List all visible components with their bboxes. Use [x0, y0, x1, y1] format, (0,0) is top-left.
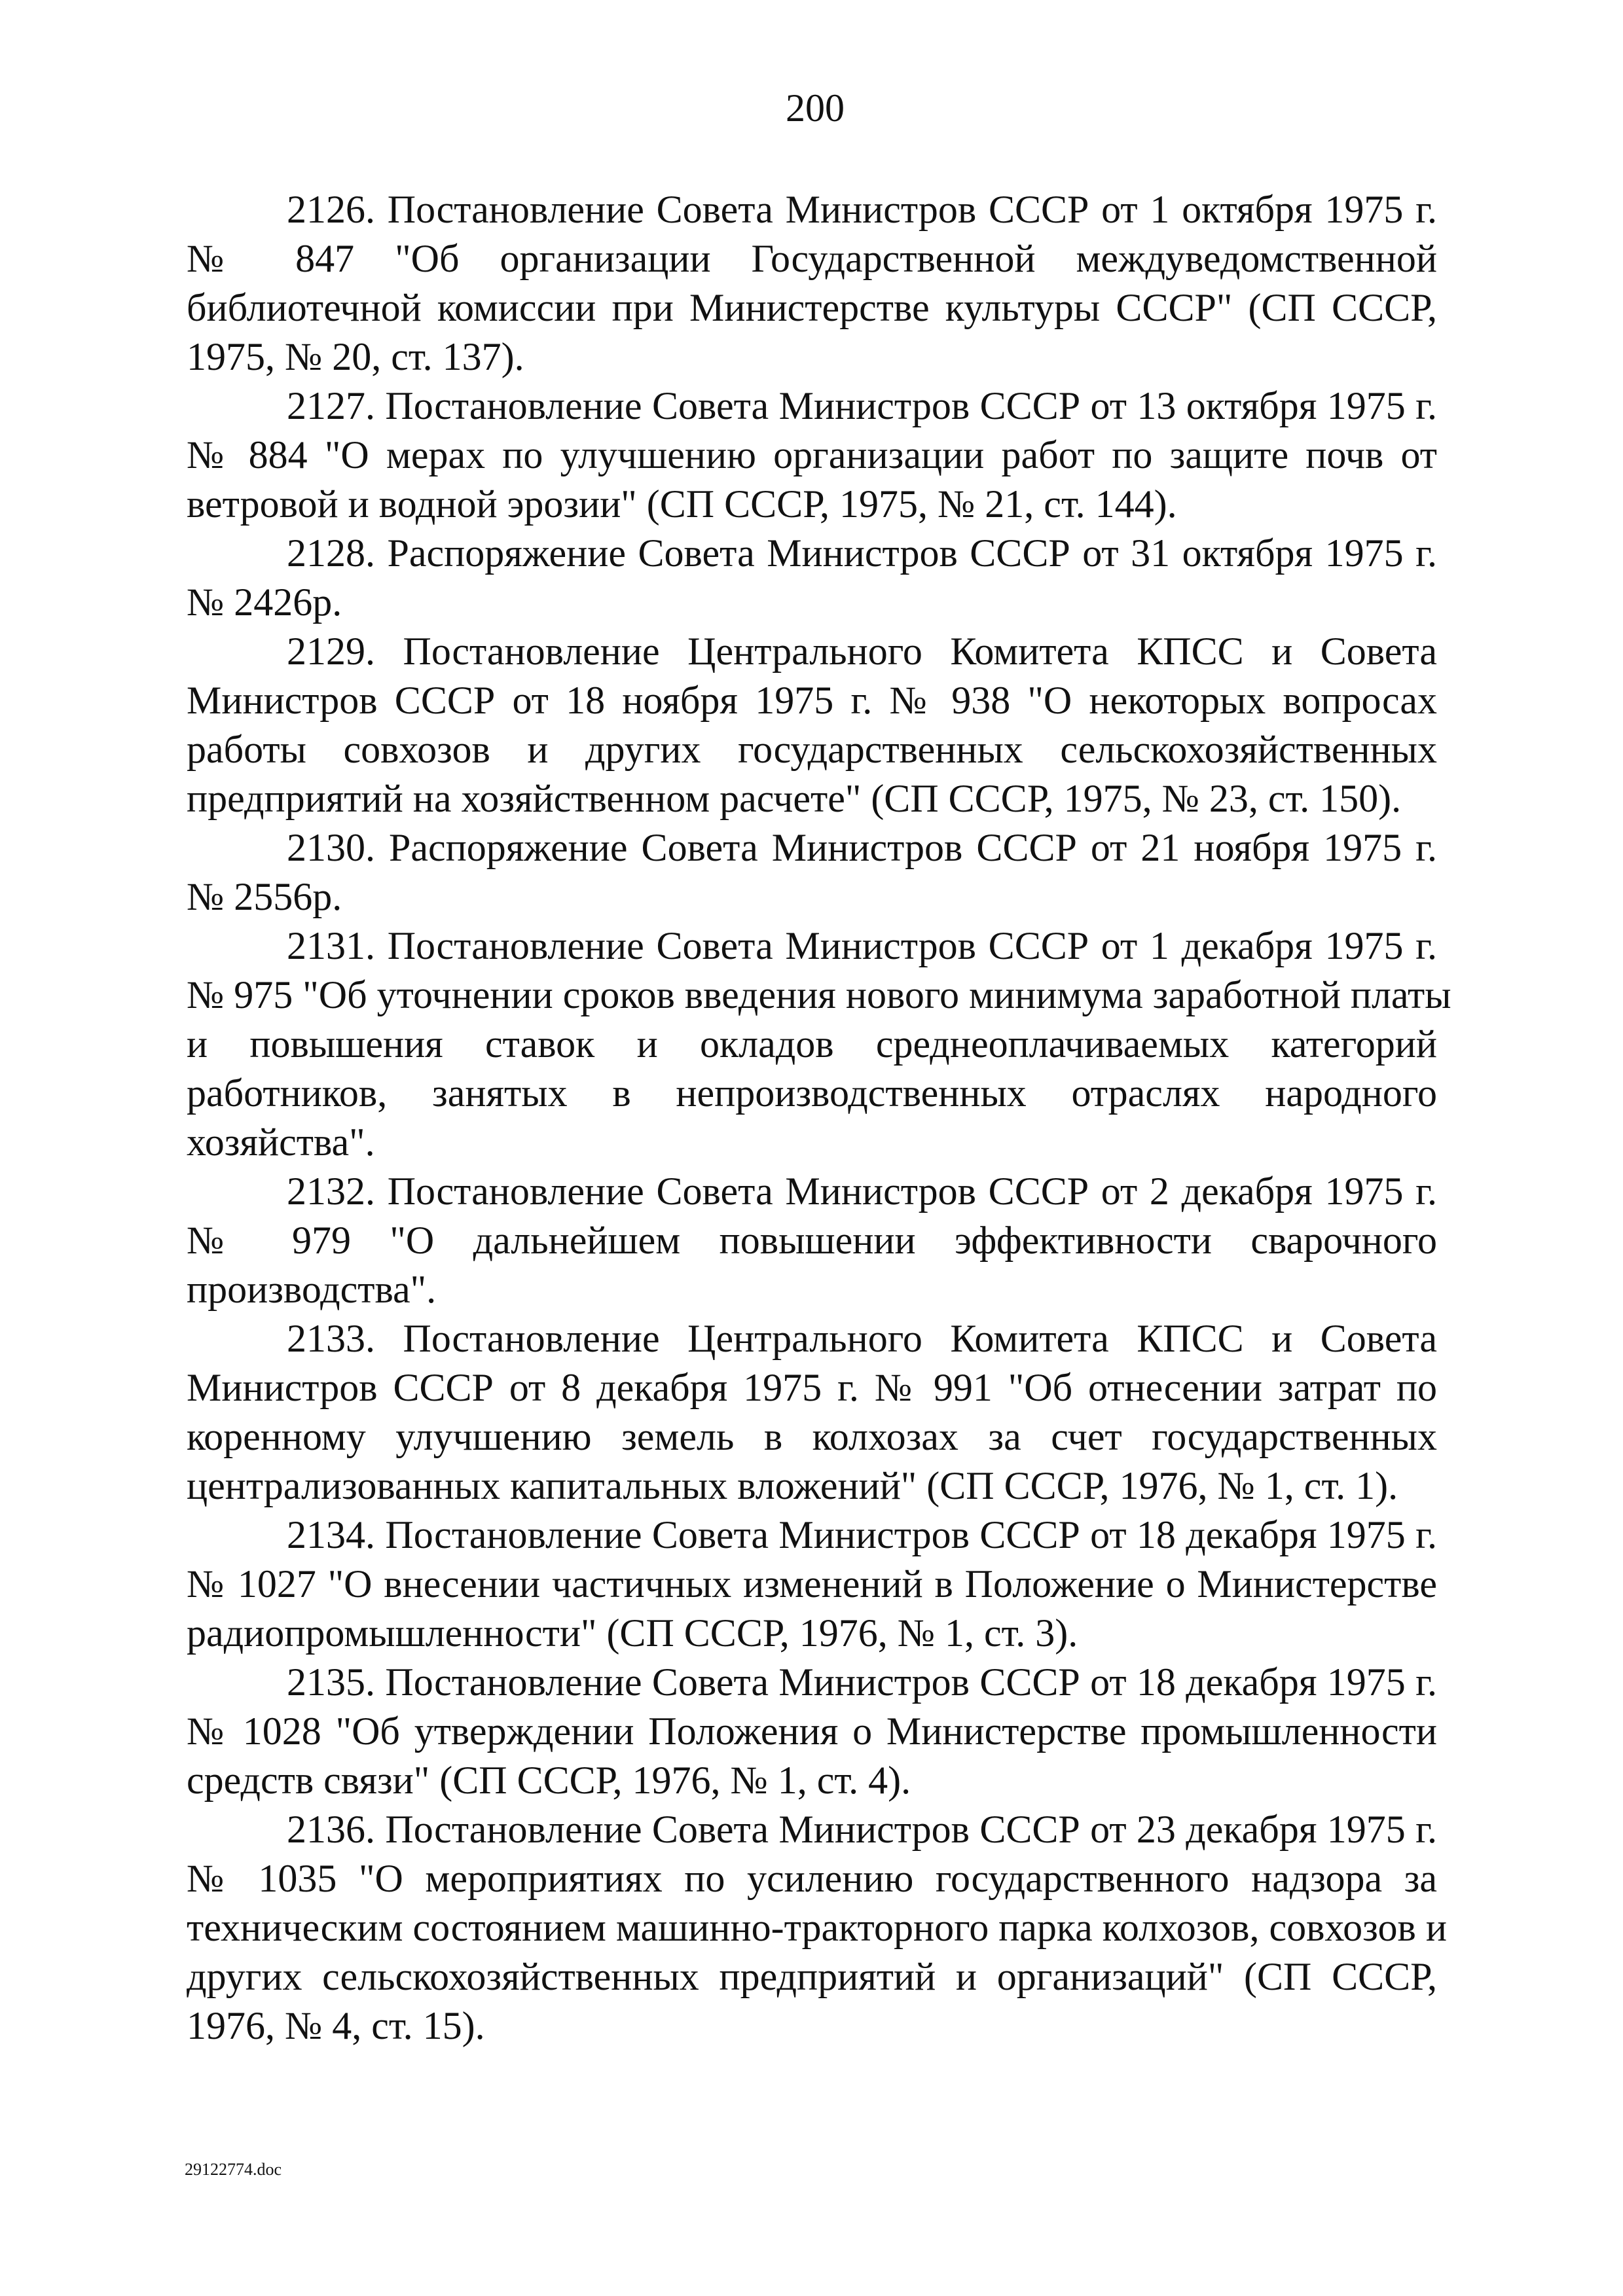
entry-text-line: 2134. Постановление Совета Министров СССР от 18 декабря 1975 г. [287, 1513, 1437, 1556]
entry-text-line: коренному улучшению земель в колхозах за счет государственных [187, 1415, 1437, 1458]
entry-text-line: 2126. Постановление Совета Министров СССР от 1 октября 1975 г. [287, 188, 1437, 231]
entry-text-line: № 1035 "О мероприятиях по усилению государственного надзора за [187, 1857, 1437, 1900]
entry-text-line: других сельскохозяйственных предприятий и организаций" (СП СССР, [187, 1955, 1437, 1998]
document-body [187, 185, 1451, 2051]
list-entry [187, 823, 1437, 922]
list-entry [187, 627, 1437, 823]
entry-text-line: централизованных капитальных вложений" (СП СССР, 1976, № 1, ст. 1). [187, 1464, 1398, 1507]
entry-text-line: № 2556р. [187, 875, 342, 918]
entry-text-line: средств связи" (СП СССР, 1976, № 1, ст. 4). [187, 1759, 911, 1802]
entry-text-line: техническим состоянием машинно-тракторного парка колхозов, совхозов и [187, 1906, 1447, 1949]
entry-text-line: 2133. Постановление Центрального Комитета КПСС и Совета [287, 1317, 1437, 1360]
footer-filename: 29122774.doc [185, 2160, 282, 2179]
list-entry [187, 1314, 1437, 1511]
entry-text-line: № 847 "Об организации Государственной междуведомственной [187, 237, 1437, 280]
list-entry [187, 529, 1437, 627]
entry-text-line: производства". [187, 1268, 437, 1311]
entry-text-line: работы совхозов и других государственных сельскохозяйственных [187, 728, 1437, 771]
entry-text-line: 1976, № 4, ст. 15). [187, 2004, 485, 2047]
list-entry [187, 1658, 1437, 1805]
entry-text-line: № 1028 "Об утверждении Положения о Министерстве промышленности [187, 1710, 1437, 1753]
list-entry [187, 382, 1437, 529]
entry-text-line: 2136. Постановление Совета Министров СССР от 23 декабря 1975 г. [287, 1808, 1437, 1851]
list-entry [187, 1511, 1437, 1658]
list-entry [187, 1805, 1447, 2051]
entry-text-line: 2135. Постановление Совета Министров СССР от 18 декабря 1975 г. [287, 1660, 1437, 1704]
entry-text-line: работников, занятых в непроизводственных отраслях народного [187, 1071, 1437, 1115]
entry-text-line: № 1027 "О внесении частичных изменений в Положение о Министерстве [187, 1562, 1437, 1605]
entry-text-line: 2130. Распоряжение Совета Министров СССР от 21 ноября 1975 г. [287, 826, 1437, 869]
entry-text-line: библиотечной комиссии при Министерстве культуры СССР" (СП СССР, [187, 286, 1437, 329]
entry-text-line: 2132. Постановление Совета Министров СССР от 2 декабря 1975 г. [287, 1170, 1437, 1213]
page-number: 200 [786, 86, 845, 130]
list-entry [187, 185, 1437, 382]
entry-text-line: ветровой и водной эрозии" (СП СССР, 1975, № 21, ст. 144). [187, 482, 1177, 526]
entry-text-line: хозяйства". [187, 1121, 375, 1164]
entry-text-line: Министров СССР от 18 ноября 1975 г. № 938 "О некоторых вопросах [187, 679, 1437, 722]
entry-text-line: № 2426р. [187, 581, 342, 624]
entry-text-line: № 979 "О дальнейшем повышении эффективности сварочного [187, 1219, 1437, 1262]
entry-text-line: № 975 "Об уточнении сроков введения нового минимума заработной платы [187, 973, 1451, 1016]
entry-text-line: 2128. Распоряжение Совета Министров СССР от 31 октября 1975 г. [287, 531, 1437, 575]
entry-text-line: 2131. Постановление Совета Министров СССР от 1 декабря 1975 г. [287, 924, 1437, 967]
entry-text-line: предприятий на хозяйственном расчете" (СП СССР, 1975, № 23, ст. 150). [187, 777, 1402, 820]
entry-text-line: радиопромышленности" (СП СССР, 1976, № 1, ст. 3). [187, 1611, 1078, 1655]
list-entry [187, 1167, 1437, 1314]
entry-text-line: 2127. Постановление Совета Министров СССР от 13 октября 1975 г. [287, 384, 1437, 427]
entry-text-line: 2129. Постановление Центрального Комитета КПСС и Совета [287, 630, 1437, 673]
entry-text-line: № 884 "О мерах по улучшению организации работ по защите почв от [187, 433, 1437, 476]
entry-text-line: 1975, № 20, ст. 137). [187, 335, 524, 378]
entry-text-line: Министров СССР от 8 декабря 1975 г. № 991 "Об отнесении затрат по [187, 1366, 1437, 1409]
entry-text-line: и повышения ставок и окладов среднеоплачиваемых категорий [187, 1022, 1437, 1066]
list-entry [187, 922, 1451, 1167]
